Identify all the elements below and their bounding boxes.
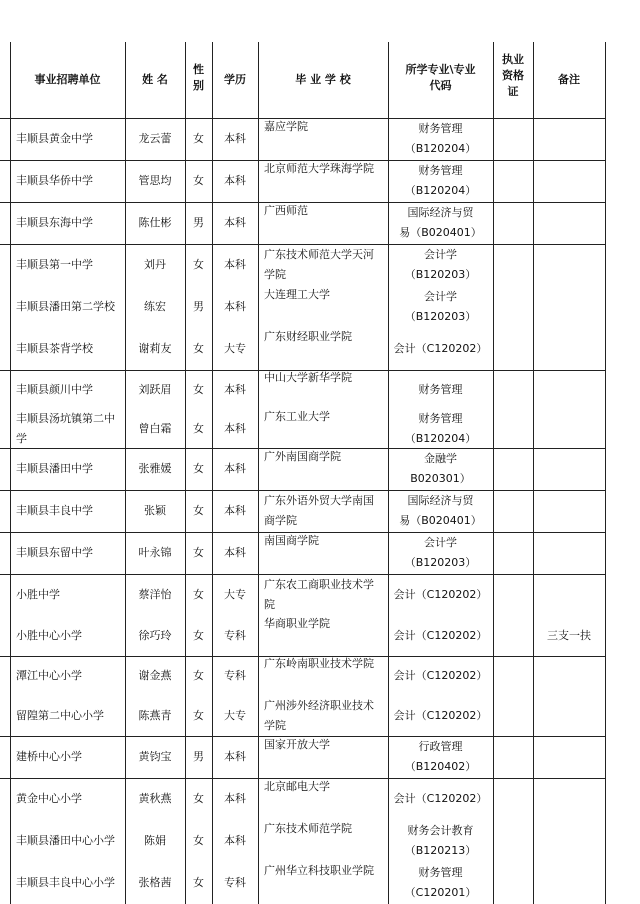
- cell-major: 会计学 （B120203）: [404, 248, 477, 281]
- cell-major: 行政管理 （B120402）: [404, 740, 477, 773]
- cell-unit: 丰顺县黄金中学: [16, 132, 93, 145]
- cell-major: 财务管理 （B120204）: [404, 411, 477, 445]
- cell-school: 广东农工商职业技术学 院: [264, 577, 374, 611]
- cell-degree: 本科: [224, 834, 246, 847]
- cell-school: 广西师范: [264, 204, 308, 217]
- cell-unit: 丰顺县东留中学: [16, 546, 93, 559]
- column-divider: [493, 42, 494, 904]
- cell-name: 龙云蕾: [138, 132, 172, 145]
- cell-gender: 女: [193, 709, 204, 722]
- cell-school: 广外南国商学院: [264, 450, 341, 463]
- cell-school: 国家开放大学: [264, 738, 330, 751]
- cell-name: 刘跃眉: [138, 382, 172, 396]
- cell-gender: 女: [193, 587, 204, 601]
- cell-name: 叶永锦: [138, 546, 172, 559]
- cell-major: 财务管理: [418, 382, 463, 396]
- cell-name: 黄秋燕: [138, 792, 172, 805]
- cell-major: 会计学 （B120203）: [404, 290, 477, 323]
- cell-major: 财务管理 （B120204）: [404, 122, 477, 155]
- cell-degree: 本科: [224, 258, 246, 271]
- header-cert: 执业 资格 证: [502, 53, 524, 98]
- cell-name: 张雅媛: [138, 462, 172, 475]
- cell-unit: 丰顺县丰良中学: [16, 504, 93, 517]
- cell-degree: 大专: [224, 587, 246, 601]
- header-gender: 性 别: [193, 63, 204, 92]
- cell-gender: 女: [193, 174, 204, 187]
- cell-school: 大连理工大学: [264, 288, 330, 301]
- cell-degree: 专科: [224, 628, 246, 642]
- cell-gender: 女: [193, 628, 204, 642]
- cell-major: 金融学 B020301）: [410, 452, 471, 485]
- cell-gender: 男: [193, 300, 204, 313]
- cell-degree: 本科: [224, 132, 246, 145]
- cell-name: 谢莉友: [138, 342, 172, 355]
- cell-name: 曾白霜: [138, 421, 172, 435]
- cell-degree: 本科: [224, 421, 246, 435]
- header-degree: 学历: [224, 73, 246, 86]
- cell-gender: 女: [193, 421, 204, 435]
- cell-major: 国际经济与贸 易（B020401）: [399, 494, 482, 527]
- cell-degree: 本科: [224, 546, 246, 559]
- header-school: 毕 业 学 校: [295, 73, 351, 86]
- cell-degree: 专科: [224, 669, 246, 682]
- cell-major: 会计（C120202）: [393, 792, 488, 805]
- cell-unit: 丰顺县潘田中学: [16, 462, 93, 475]
- cell-name: 谢金燕: [138, 669, 172, 682]
- column-divider: [533, 42, 534, 904]
- cell-school: 广东外语外贸大学南国 商学院: [264, 494, 374, 527]
- cell-note: 三支一扶: [547, 628, 591, 642]
- cell-name: 张格茜: [138, 876, 172, 889]
- cell-unit: 黄金中心小学: [16, 792, 82, 805]
- cell-school: 广州涉外经济职业技术 学院: [264, 699, 374, 732]
- header-unit: 事业招聘单位: [34, 73, 101, 86]
- cell-gender: 女: [193, 132, 204, 145]
- header-major: 所学专业\专业 代码: [405, 63, 476, 92]
- cell-major: 财务会计教育 （B120213）: [404, 824, 477, 857]
- cell-unit: 丰顺县茶背学校: [16, 342, 93, 355]
- cell-school: 广东技术师范学院: [264, 822, 352, 835]
- cell-major: 会计（C120202）: [393, 587, 488, 601]
- cell-name: 陈仕彬: [138, 216, 172, 229]
- cell-degree: 本科: [224, 174, 246, 187]
- cell-name: 张颖: [144, 504, 166, 517]
- cell-gender: 女: [193, 258, 204, 271]
- cell-gender: 男: [193, 216, 204, 229]
- cell-school: 嘉应学院: [264, 120, 308, 133]
- cell-unit: 丰顺县潘田第二学校: [16, 300, 115, 313]
- cell-school: 中山大学新华学院: [264, 370, 352, 384]
- header-name: 姓 名: [142, 73, 168, 86]
- cell-degree: 本科: [224, 300, 246, 313]
- cell-degree: 本科: [224, 216, 246, 229]
- cell-school: 北京邮电大学: [264, 780, 330, 793]
- cell-major: 会计（C120202）: [393, 628, 488, 642]
- cell-name: 蔡洋怡: [138, 587, 172, 601]
- cell-name: 陈燕青: [138, 709, 172, 722]
- cell-degree: 大专: [224, 709, 246, 722]
- cell-gender: 女: [193, 504, 204, 517]
- cell-major: 财务管理 （B120204）: [404, 164, 477, 197]
- cell-major: 国际经济与贸 易（B020401）: [399, 206, 482, 239]
- column-divider: [605, 42, 606, 904]
- cell-gender: 女: [193, 462, 204, 475]
- cell-degree: 本科: [224, 382, 246, 396]
- cell-gender: 女: [193, 382, 204, 396]
- cell-school: 广东技术师范大学天河 学院: [264, 248, 374, 281]
- cell-unit: 丰顺县华侨中学: [16, 174, 93, 187]
- cell-unit: 丰顺县潘田中心小学: [16, 834, 115, 847]
- cell-unit: 留隍第二中心小学: [16, 709, 104, 722]
- cell-degree: 本科: [224, 750, 246, 763]
- column-divider: [10, 42, 11, 904]
- cell-unit: 小胜中心小学: [16, 628, 82, 642]
- cell-name: 徐巧玲: [138, 628, 172, 642]
- cell-gender: 女: [193, 876, 204, 889]
- cell-gender: 女: [193, 834, 204, 847]
- column-divider: [258, 42, 259, 904]
- cell-school: 南国商学院: [264, 534, 319, 547]
- cell-gender: 女: [193, 669, 204, 682]
- cell-name: 管思均: [138, 174, 172, 187]
- cell-gender: 女: [193, 342, 204, 355]
- cell-degree: 本科: [224, 504, 246, 517]
- cell-name: 陈娟: [144, 834, 166, 847]
- cell-name: 刘丹: [144, 258, 166, 271]
- cell-school: 广东财经职业学院: [264, 330, 352, 343]
- cell-unit: 丰顺县颜川中学: [16, 382, 93, 396]
- cell-name: 黄钧宝: [138, 750, 172, 763]
- cell-name: 练宏: [144, 300, 166, 313]
- cell-gender: 男: [193, 750, 204, 763]
- cell-degree: 本科: [224, 462, 246, 475]
- cell-unit: 丰顺县东海中学: [16, 216, 93, 229]
- cell-unit: 小胜中学: [16, 587, 60, 601]
- header-note: 备注: [558, 73, 580, 86]
- cell-gender: 女: [193, 546, 204, 559]
- cell-gender: 女: [193, 792, 204, 805]
- cell-major: 会计（C120202）: [393, 669, 488, 682]
- cell-school: 广东工业大学: [264, 409, 330, 423]
- cell-major: 会计（C120202）: [393, 342, 488, 355]
- cell-unit: 潭江中心小学: [16, 669, 82, 682]
- cell-unit: 丰顺县汤坑镇第二中 学: [16, 411, 115, 445]
- cell-unit: 丰顺县丰良中心小学: [16, 876, 115, 889]
- cell-school: 北京师范大学珠海学院: [264, 162, 374, 175]
- cell-major: 会计（C120202）: [393, 709, 488, 722]
- cell-unit: 建桥中心小学: [16, 750, 82, 763]
- cell-major: 会计学 （B120203）: [404, 536, 477, 569]
- cell-degree: 本科: [224, 792, 246, 805]
- cell-unit: 丰顺县第一中学: [16, 258, 93, 271]
- cell-school: 广州华立科技职业学院: [264, 864, 374, 877]
- cell-school: 华商职业学院: [264, 616, 330, 630]
- cell-degree: 专科: [224, 876, 246, 889]
- cell-major: 财务管理 （C120201）: [404, 866, 477, 899]
- cell-school: 广东岭南职业技术学院: [264, 657, 374, 670]
- cell-degree: 大专: [224, 342, 246, 355]
